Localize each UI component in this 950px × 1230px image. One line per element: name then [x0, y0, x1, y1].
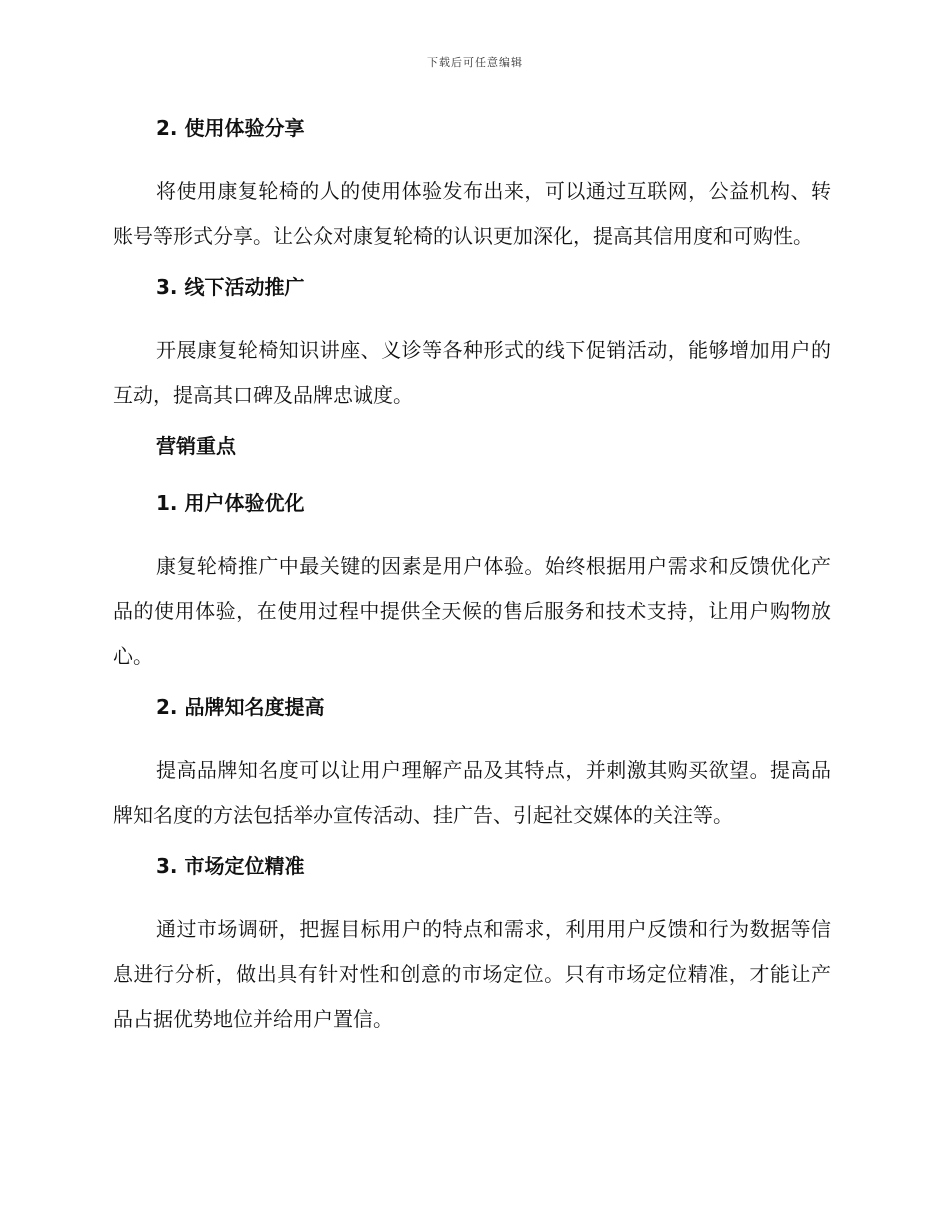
paragraph: 开展康复轮椅知识讲座、义诊等各种形式的线下促销活动，能够增加用户的互动，提高其口碑及品牌忠诚度。: [113, 338, 831, 407]
section-heading: 2. 品牌知名度提高: [156, 695, 325, 719]
section-title: 营销重点: [156, 434, 236, 458]
section-heading: 1. 用户体验优化: [156, 491, 305, 515]
paragraph: 通过市场调研，把握目标用户的特点和需求，利用用户反馈和行为数据等信息进行分析，做出具有针对性和创意的市场定位。只有市场定位精准，才能让产品占据优势地位并给用户置信。: [113, 917, 831, 1031]
section-heading: 2. 使用体验分享: [156, 116, 305, 140]
paragraph: 康复轮椅推广中最关键的因素是用户体验。始终根据用户需求和反馈优化产品的使用体验，在使用过程中提供全天候的售后服务和技术支持，让用户购物放心。: [113, 554, 831, 668]
section-heading: 3. 市场定位精准: [156, 854, 305, 878]
document-body: [113, 112, 831, 1054]
page-header: 下载后可任意编辑: [427, 56, 523, 69]
section-heading: 3. 线下活动推广: [156, 275, 305, 299]
paragraph: 将使用康复轮椅的人的使用体验发布出来，可以通过互联网，公益机构、转账号等形式分享。让公众对康复轮椅的认识更加深化，提高其信用度和可购性。: [113, 179, 831, 248]
paragraph: 提高品牌知名度可以让用户理解产品及其特点，并刺激其购买欲望。提高品牌知名度的方法包括举办宣传活动、挂广告、引起社交媒体的关注等。: [113, 758, 831, 827]
